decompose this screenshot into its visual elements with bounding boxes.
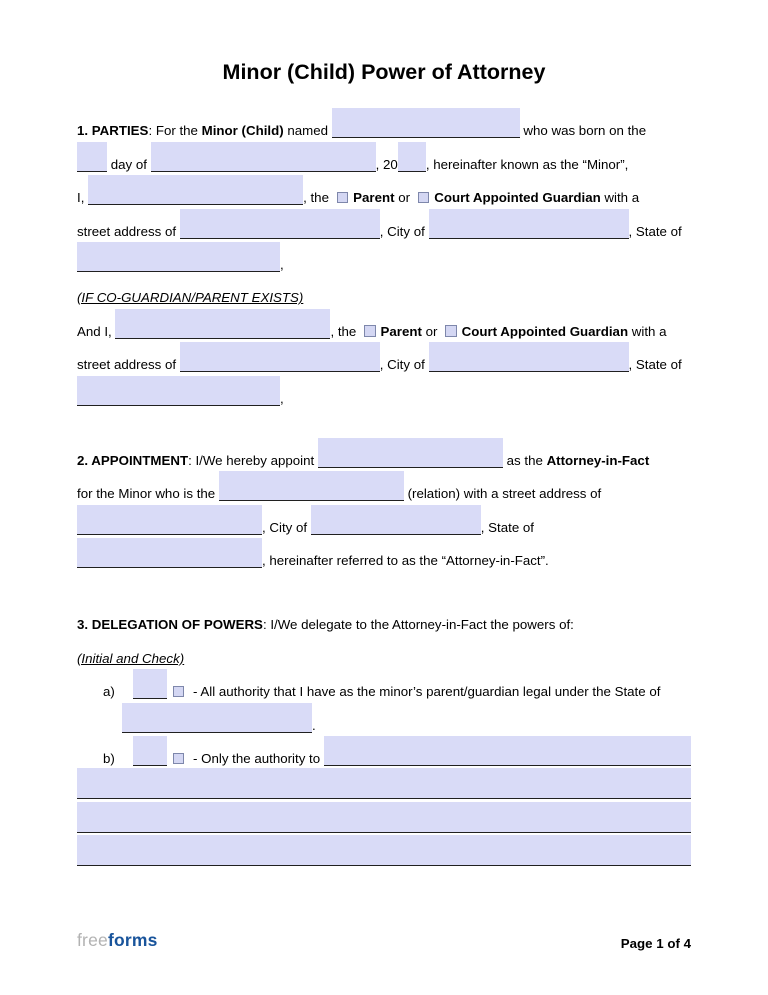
text-fragment: , 20 [375,156,398,172]
text-fragment: : I/We delegate to the Attorney-in-Fact the powers of: [262,617,574,633]
delegation-item-a-state-line [77,699,691,732]
coguardian-note: (IF CO-GUARDIAN/PARENT EXISTS) [77,290,304,306]
guardian2-parent-checkbox[interactable] [364,325,376,337]
text-fragment: : For the [148,123,202,139]
guardian2-court-appointed-checkbox[interactable] [445,325,457,337]
guardian1-state-field[interactable] [77,242,280,272]
delegation-line-1 [77,599,691,632]
text-fragment: Minor (Child) [201,123,284,139]
attorney-state-field[interactable] [77,538,262,568]
text-fragment: , City of [379,223,429,239]
page-footer [77,930,691,951]
text-fragment: as the [502,452,547,468]
authority-description-field-3[interactable] [77,802,691,833]
item-a-label: a) [103,684,115,700]
text-fragment: . [312,717,316,733]
delegation-heading: 3. DELEGATION OF POWERS [77,617,263,633]
document-body [0,105,768,866]
guardian1-name-field[interactable] [88,175,303,205]
freeforms-logo [77,930,158,951]
guardian1-city-field[interactable] [429,209,629,239]
authority-description-line-3 [77,799,691,832]
text-fragment: - All authority that I have as the minor’s parent/guardian legal under the State of [189,684,661,700]
attorney-relation-field[interactable] [219,471,404,501]
section-delegation [77,599,691,866]
attorney-city-field[interactable] [311,505,481,535]
parties-line-7 [77,305,691,338]
appointment-heading: 2. APPOINTMENT [77,452,189,468]
birth-year-field[interactable] [398,142,426,172]
authority-description-line-4 [77,833,691,866]
guardian2-name-field[interactable] [115,309,330,339]
parties-line-4 [77,205,691,238]
parties-line-5 [77,239,691,272]
initial-check-note: (Initial and Check) [77,650,185,666]
guardian1-court-appointed-checkbox[interactable] [418,192,430,204]
parties-line-1 [77,105,691,138]
section-appointment [77,435,691,569]
text-fragment: Parent [380,323,422,339]
parties-heading: 1. PARTIES [77,123,149,139]
text-fragment: And I, [77,323,116,339]
all-authority-checkbox[interactable] [173,686,185,698]
text-fragment: , City of [379,357,429,373]
authority-description-field-4[interactable] [77,835,691,866]
text-fragment: I, [77,190,89,206]
text-fragment: , [280,256,284,272]
text-fragment: , the [330,323,361,339]
authority-description-field[interactable] [324,736,691,766]
attorney-street-field[interactable] [77,505,262,535]
page-title: Minor (Child) Power of Attorney [222,60,546,84]
guardian2-street-field[interactable] [180,342,380,372]
parties-line-8 [77,339,691,372]
text-fragment: or [421,323,442,339]
minor-name-field[interactable] [332,108,520,138]
text-fragment: , hereinafter known as the “Minor”, [425,156,629,172]
guardian2-state-field[interactable] [77,376,280,406]
text-fragment: : I/We hereby appoint [188,452,318,468]
coguardian-note-line [77,272,691,305]
logo-free-text: free [77,930,108,950]
appointment-line-1 [77,435,691,468]
text-fragment: named [283,123,332,139]
authority-description-field-2[interactable] [77,768,691,799]
item-b-label: b) [103,751,115,767]
attorney-name-field[interactable] [318,438,503,468]
parties-line-2 [77,138,691,171]
text-fragment: , the [303,190,333,206]
birth-month-field[interactable] [151,142,376,172]
guardian2-city-field[interactable] [429,342,629,372]
birth-day-field[interactable] [77,142,107,172]
delegation-item-a [77,666,691,699]
text-fragment: Court Appointed Guardian [461,323,629,339]
text-fragment: or [394,190,414,206]
initial-check-note-line [77,632,691,665]
logo-forms-text: forms [107,930,158,950]
authority-description-line-2 [77,766,691,799]
section-parties [77,105,691,406]
parties-line-9 [77,372,691,405]
guardian1-parent-checkbox[interactable] [337,192,349,204]
item-b-initials-field[interactable] [133,736,167,766]
appointment-line-3 [77,501,691,534]
only-authority-checkbox[interactable] [173,753,185,765]
text-fragment: , City of [262,519,311,535]
text-fragment: for the Minor who is the [77,486,219,502]
text-fragment: day of [107,156,151,172]
page-number: Page 1 of 4 [620,936,691,951]
text-fragment: , State of [480,519,535,535]
text-fragment: street address of [77,357,180,373]
text-fragment: , [280,390,284,406]
text-fragment: with a [600,190,640,206]
text-fragment: Attorney-in-Fact [546,452,650,468]
text-fragment: Parent [353,190,395,206]
item-a-initials-field[interactable] [133,669,167,699]
text-fragment: street address of [77,223,180,239]
text-fragment: with a [628,323,667,339]
text-fragment: Court Appointed Guardian [434,190,601,206]
text-fragment: who was born on the [519,123,647,139]
guardian1-street-field[interactable] [180,209,380,239]
text-fragment: , State of [628,223,682,239]
parties-line-3 [77,172,691,205]
appointment-line-2 [77,468,691,501]
authority-state-field[interactable] [122,703,312,733]
delegation-item-b [77,733,691,766]
text-fragment: , State of [628,357,682,373]
appointment-line-4 [77,535,691,568]
text-fragment: (relation) with a street address of [403,486,602,502]
text-fragment: , hereinafter referred to as the “Attorney-in-Fact”. [262,553,549,569]
text-fragment: - Only the authority to [189,751,324,767]
